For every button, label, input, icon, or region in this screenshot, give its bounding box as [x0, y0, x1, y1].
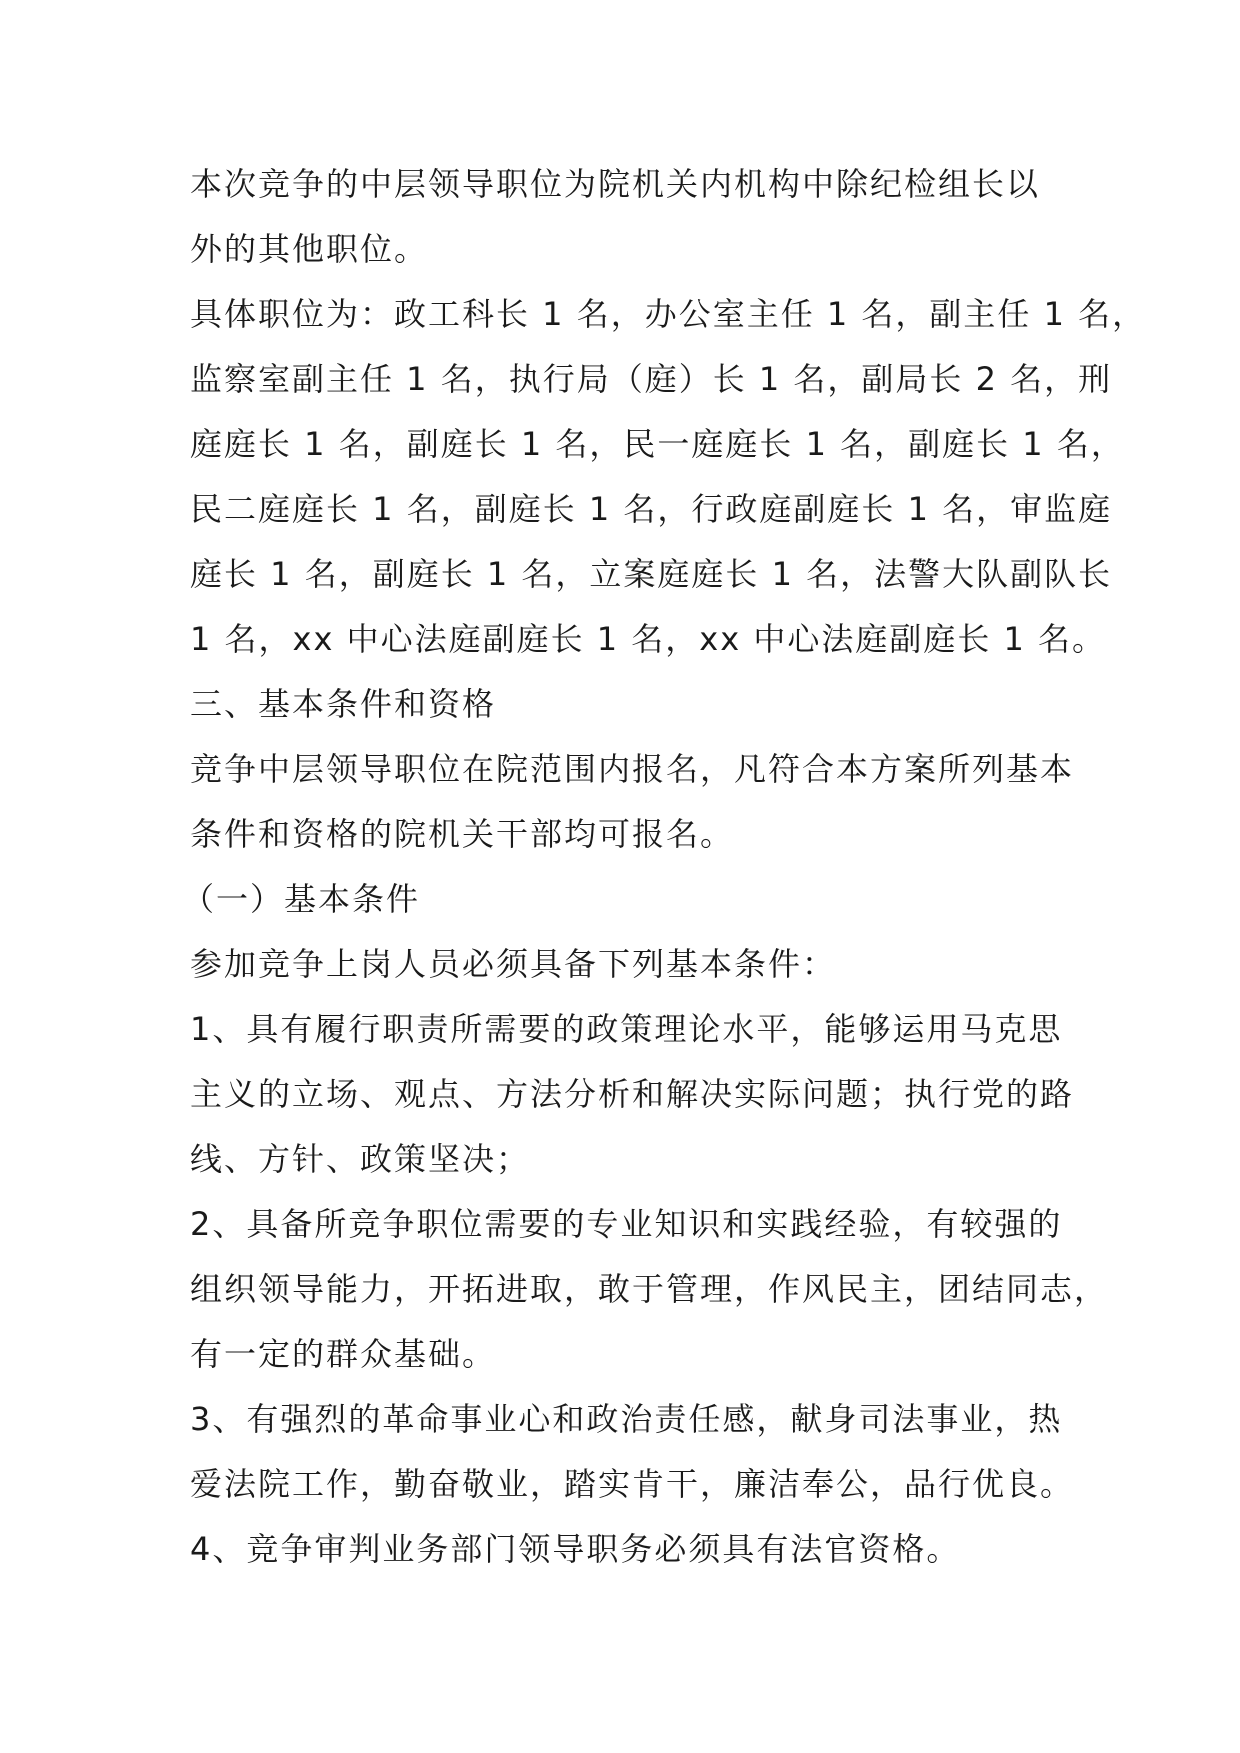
paragraph-line: 监察室副主任 1 名，执行局（庭）长 1 名，副局长 2 名，刑: [190, 360, 1113, 398]
list-item-line: 1、具有履行职责所需要的政策理论水平，能够运用马克思: [190, 1010, 1063, 1048]
paragraph-line: 1 名，xx 中心法庭副庭长 1 名，xx 中心法庭副庭长 1 名。: [190, 620, 1107, 658]
list-item-line: 4、竞争审判业务部门领导职务必须具有法官资格。: [190, 1530, 961, 1568]
list-item-line: 组织领导能力，开拓进取，敢于管理，作风民主，团结同志，: [190, 1270, 1109, 1308]
paragraph-line: 条件和资格的院机关干部均可报名。: [190, 815, 735, 853]
paragraph-line: 庭庭长 1 名，副庭长 1 名，民一庭庭长 1 名，副庭长 1 名，: [190, 425, 1125, 463]
paragraph-line: 竞争中层领导职位在院范围内报名，凡符合本方案所列基本: [190, 750, 1075, 788]
list-item-line: 2、具备所竞争职位需要的专业知识和实践经验，有较强的: [190, 1205, 1063, 1243]
document-body: [182, 152, 1147, 1582]
list-item-line: 有一定的群众基础。: [190, 1335, 497, 1373]
paragraph-line: 外的其他职位。: [190, 230, 429, 268]
section-heading: 三、基本条件和资格: [190, 685, 497, 723]
paragraph-line: 具体职位为：政工科长 1 名，办公室主任 1 名，副主任 1 名，: [190, 295, 1147, 333]
paragraph-line: 庭长 1 名，副庭长 1 名，立案庭庭长 1 名，法警大队副队长: [190, 555, 1113, 593]
list-item-line: 主义的立场、观点、方法分析和解决实际问题；执行党的路: [190, 1075, 1075, 1113]
list-item-line: 3、有强烈的革命事业心和政治责任感，献身司法事业，热: [190, 1400, 1063, 1438]
subsection-heading: （一）基本条件: [182, 880, 421, 918]
list-item-line: 线、方针、政策坚决；: [190, 1140, 531, 1178]
list-item-line: 爱法院工作，勤奋敬业，踏实肯干，廉洁奉公，品行优良。: [190, 1465, 1075, 1503]
paragraph-line: 本次竞争的中层领导职位为院机关内机构中除纪检组长以: [190, 165, 1041, 203]
paragraph-line: 民二庭庭长 1 名，副庭长 1 名，行政庭副庭长 1 名，审监庭: [190, 490, 1113, 528]
paragraph-line: 参加竞争上岗人员必须具备下列基本条件：: [190, 945, 837, 983]
